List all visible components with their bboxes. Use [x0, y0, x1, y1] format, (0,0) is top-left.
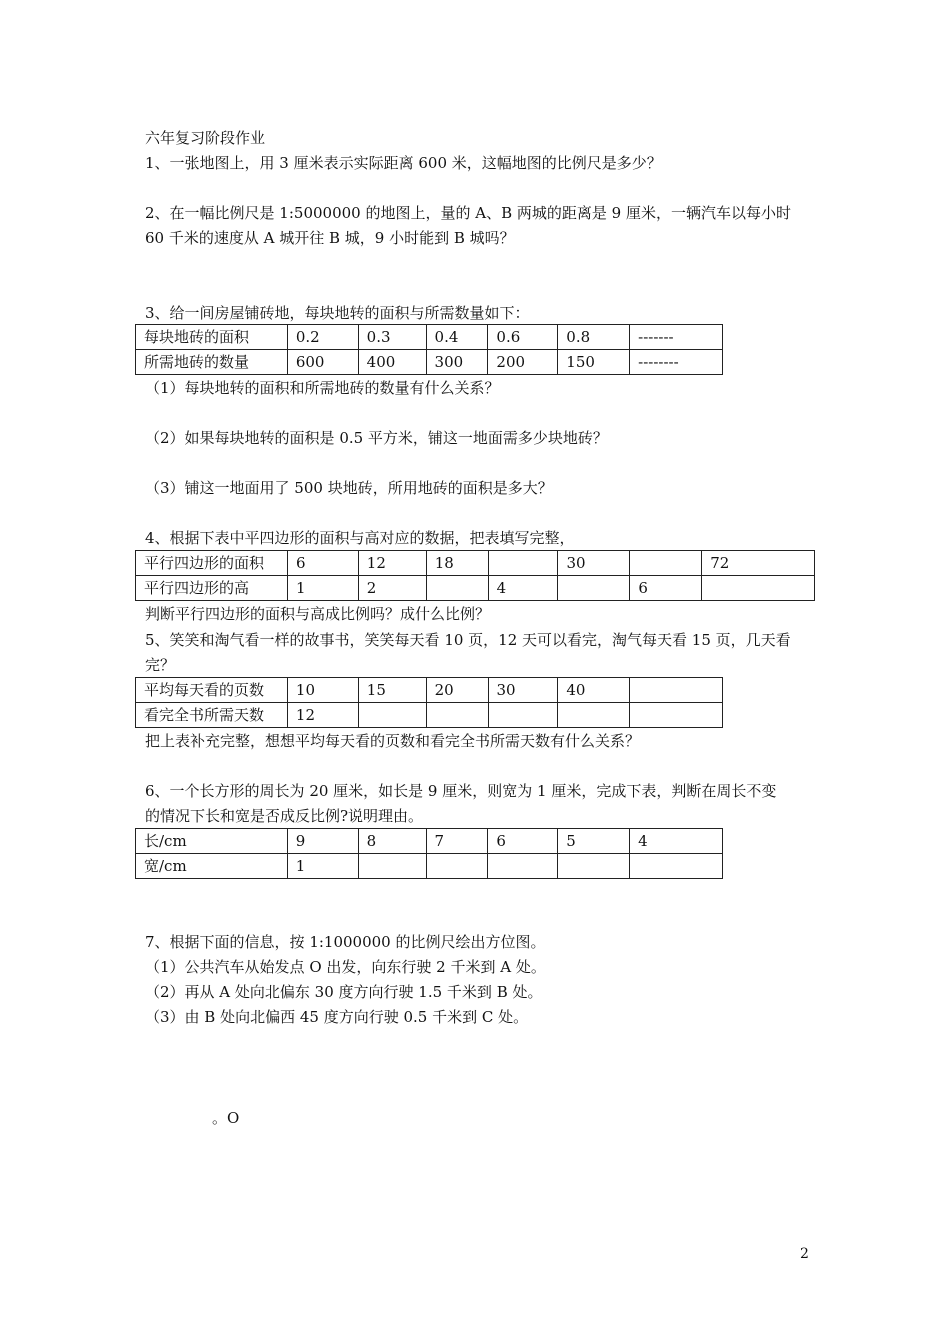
table-cell: 72: [702, 551, 815, 576]
table-row: [136, 325, 723, 350]
table-cell: 平行四边形的面积: [136, 551, 288, 576]
table-row: [136, 350, 723, 375]
table-cell: 200: [488, 350, 558, 375]
table-cell: [630, 678, 723, 703]
table-cell: 1: [287, 576, 358, 601]
page-title: 六年复习阶段作业: [145, 129, 266, 147]
table-cell: [558, 576, 630, 601]
table-cell: 每块地砖的面积: [136, 325, 288, 350]
table-cell: 150: [558, 350, 630, 375]
table-cell: 所需地砖的数量: [136, 350, 288, 375]
table-cell: [426, 854, 488, 879]
table-cell: [358, 854, 426, 879]
table-cell: 0.2: [287, 325, 358, 350]
table-cell: 10: [287, 678, 358, 703]
table-cell: 15: [358, 678, 426, 703]
table-cell: [488, 551, 558, 576]
table-cell: [358, 703, 426, 728]
table-row: [136, 678, 723, 703]
table-cell: 宽/cm: [136, 854, 288, 879]
table-cell: 0.3: [358, 325, 426, 350]
table-cell: 40: [558, 678, 630, 703]
table-row: [136, 703, 723, 728]
table-cell: 0.6: [488, 325, 558, 350]
table-cell: 长/cm: [136, 829, 288, 854]
table-cell: 5: [558, 829, 630, 854]
table-cell: 0.4: [426, 325, 488, 350]
table-row: [136, 854, 723, 879]
table-cell: 7: [426, 829, 488, 854]
page-number: 2: [800, 1246, 809, 1262]
question-3-part-2: （2）如果每块地转的面积是 0.5 平方米，铺这一地面需多少块地砖？: [145, 429, 608, 447]
question-5-line-1: 5、笑笑和淘气看一样的故事书，笑笑每天看 10 页，12 天可以看完，淘气每天看 15 页，几天看: [145, 631, 791, 649]
question-6-line-1: 6、一个长方形的周长为 20 厘米，如长是 9 厘米，则宽为 1 厘米，完成下表，判断在周长不变: [145, 782, 777, 800]
table-cell: [488, 854, 558, 879]
table-cell: [426, 703, 488, 728]
table-cell: [488, 703, 558, 728]
table-cell: [426, 576, 488, 601]
table-cell: [630, 551, 702, 576]
question-2-line-2: 60 千米的速度从 A 城开往 B 城，9 小时能到 B 城吗？: [145, 229, 515, 247]
table-cell: --------: [630, 350, 723, 375]
table-cell: -------: [630, 325, 723, 350]
table-cell: [630, 854, 723, 879]
table-cell: [630, 703, 723, 728]
table-cell: 600: [287, 350, 358, 375]
table-reading-pages: [135, 677, 723, 728]
table-cell: 2: [358, 576, 426, 601]
table-cell: 1: [287, 854, 358, 879]
question-5-line-2: 完？: [145, 656, 176, 674]
question-4-followup: 判断平行四边形的面积与高成比例吗？成什么比例？: [145, 605, 491, 623]
question-7: 7、根据下面的信息，按 1:1000000 的比例尺绘出方位图。: [145, 933, 546, 951]
table-cell: 6: [488, 829, 558, 854]
table-cell: 8: [358, 829, 426, 854]
table-cell: 平行四边形的高: [136, 576, 288, 601]
question-4: 4、根据下表中平四边形的面积与高对应的数据，把表填写完整，: [145, 529, 575, 547]
table-cell: 18: [426, 551, 488, 576]
table-cell: 20: [426, 678, 488, 703]
question-3-part-3: （3）铺这一地面用了 500 块地砖，所用地砖的面积是多大？: [145, 479, 553, 497]
table-cell: 30: [558, 551, 630, 576]
table-parallelogram: [135, 550, 815, 601]
table-cell: 9: [287, 829, 358, 854]
table-cell: 看完全书所需天数: [136, 703, 288, 728]
question-6-line-2: 的情况下长和宽是否成反比例?说明理由。: [145, 807, 424, 825]
table-cell: [558, 854, 630, 879]
question-7-part-2: （2）再从 A 处向北偏东 30 度方向行驶 1.5 千米到 B 处。: [145, 983, 543, 1001]
table-row: [136, 829, 723, 854]
table-cell: 0.8: [558, 325, 630, 350]
table-cell: [702, 576, 815, 601]
question-5-followup: 把上表补充完整，想想平均每天看的页数和看完全书所需天数有什么关系？: [145, 732, 641, 750]
table-cell: 300: [426, 350, 488, 375]
question-7-part-3: （3）由 B 处向北偏西 45 度方向行驶 0.5 千米到 C 处。: [145, 1008, 529, 1026]
table-rectangle-sides: [135, 828, 723, 879]
question-1: 1、一张地图上，用 3 厘米表示实际距离 600 米，这幅地图的比例尺是多少？: [145, 154, 662, 172]
origin-point-label: 。O: [212, 1109, 240, 1127]
question-3: 3、给一间房屋铺砖地，每块地转的面积与所需数量如下：: [145, 304, 530, 322]
table-cell: 12: [358, 551, 426, 576]
table-row: [136, 576, 815, 601]
table-row: [136, 551, 815, 576]
table-cell: 6: [287, 551, 358, 576]
question-2-line-1: 2、在一幅比例尺是 1:5000000 的地图上，量的 A、B 两城的距离是 9 厘米，一辆汽车以每小时: [145, 204, 791, 222]
question-7-part-1: （1）公共汽车从始发点 O 出发，向东行驶 2 千米到 A 处。: [145, 958, 546, 976]
table-cell: 30: [488, 678, 558, 703]
table-cell: 平均每天看的页数: [136, 678, 288, 703]
table-tile-area-count: [135, 324, 723, 375]
table-cell: 12: [287, 703, 358, 728]
table-cell: 6: [630, 576, 702, 601]
question-3-part-1: （1）每块地转的面积和所需地砖的数量有什么关系？: [145, 379, 500, 397]
table-cell: 4: [630, 829, 723, 854]
table-cell: 4: [488, 576, 558, 601]
table-cell: 400: [358, 350, 426, 375]
table-cell: [558, 703, 630, 728]
